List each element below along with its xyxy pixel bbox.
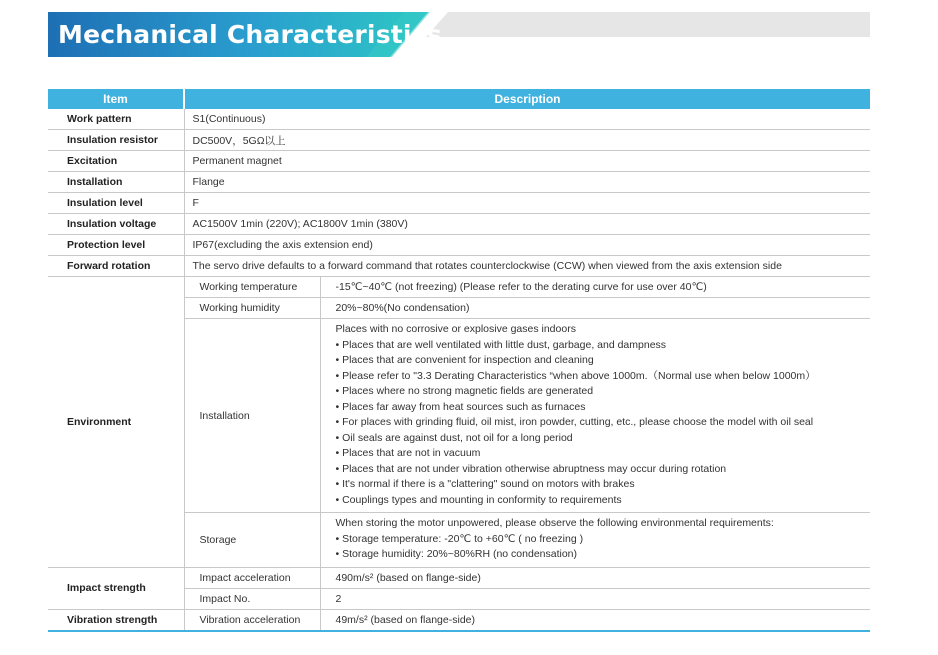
sub-label: Vibration acceleration <box>184 609 320 631</box>
sub-value: 490m/s² (based on flange-side) <box>320 567 870 588</box>
sub-label: Working temperature <box>184 277 320 298</box>
list-item: • Storage humidity: 20%~80%RH (no condensation) <box>335 548 578 560</box>
table-row <box>48 235 870 256</box>
sub-label: Impact acceleration <box>184 567 320 588</box>
row-label-impact-strength: Impact strength <box>48 567 184 609</box>
mechanical-characteristics-table <box>48 89 870 632</box>
list-item: • Places that are not in vacuum <box>335 447 481 459</box>
list-item: • Places far away from heat sources such as furnaces <box>335 400 586 413</box>
row-value: AC1500V 1min (220V); AC1800V 1min (380V) <box>184 214 870 235</box>
list-item: • Couplings types and mounting in conformity to requirements <box>335 493 622 506</box>
table-row <box>48 109 870 130</box>
sub-value: 20%~80%(No condensation) <box>320 298 870 319</box>
header-description: Description <box>184 89 870 109</box>
table-row <box>48 172 870 193</box>
table-row <box>48 256 870 277</box>
row-label: Forward rotation <box>48 256 184 277</box>
row-value: The servo drive defaults to a forward command that rotates counterclockwise (CCW) when viewed from the axis extension side <box>184 256 870 277</box>
list-item: • Places that are not under vibration otherwise abruptness may occur during rotation <box>335 462 727 475</box>
table-row <box>48 277 870 298</box>
list-item: • It's normal if there is a "clattering" sound on motors with brakes <box>335 478 635 490</box>
list-item: Places with no corrosive or explosive gases indoors <box>335 323 576 335</box>
row-label-environment: Environment <box>48 277 184 568</box>
row-label: Installation <box>48 172 184 193</box>
section-banner <box>48 12 870 57</box>
list-item: • Places where no strong magnetic fields are generated <box>335 385 594 397</box>
row-label: Protection level <box>48 235 184 256</box>
installation-requirements <box>320 319 870 513</box>
row-value: F <box>184 193 870 214</box>
sub-value: 49m/s² (based on flange-side) <box>320 609 870 631</box>
list-item: When storing the motor unpowered, please observe the following environmental requirements: <box>335 517 774 529</box>
row-label: Insulation resistor <box>48 130 184 151</box>
sub-value: -15℃~40℃ (not freezing) (Please refer to the derating curve for use over 40℃) <box>320 277 870 298</box>
row-label: Excitation <box>48 151 184 172</box>
row-value: S1(Continuous) <box>184 109 870 130</box>
table-row <box>48 214 870 235</box>
table-row <box>48 130 870 151</box>
row-value: IP67(excluding the axis extension end) <box>184 235 870 256</box>
list-item: • Please refer to "3.3 Derating Characteristics “when above 1000m.（Normal use when below 1000m） <box>335 369 816 382</box>
list-item: • Places that are well ventilated with little dust, garbage, and dampness <box>335 338 667 351</box>
table-row <box>48 193 870 214</box>
table-row <box>48 609 870 631</box>
row-value: DC500V，5GΩ以上 <box>184 130 870 151</box>
row-label-vibration-strength: Vibration strength <box>48 609 184 631</box>
table-header-row <box>48 89 870 109</box>
storage-requirements <box>320 513 870 568</box>
list-item: • For places with grinding fluid, oil mist, iron powder, cutting, etc., please choose the model with oil seal <box>335 416 814 428</box>
list-item: • Places that are convenient for inspection and cleaning <box>335 354 594 366</box>
row-value: Flange <box>184 172 870 193</box>
sub-label: Impact No. <box>184 588 320 609</box>
row-label: Insulation voltage <box>48 214 184 235</box>
list-item: • Storage temperature: -20℃ to +60℃ ( no freezing ) <box>335 532 584 545</box>
section-title: Mechanical Characteristics <box>58 20 442 49</box>
row-value: Permanent magnet <box>184 151 870 172</box>
table-row <box>48 151 870 172</box>
sub-label: Installation <box>184 319 320 513</box>
sub-label: Working humidity <box>184 298 320 319</box>
sub-value: 2 <box>320 588 870 609</box>
table-row <box>48 567 870 588</box>
header-item: Item <box>48 89 184 109</box>
list-item: • Oil seals are against dust, not oil for a long period <box>335 431 573 444</box>
sub-label: Storage <box>184 513 320 568</box>
row-label: Work pattern <box>48 109 184 130</box>
row-label: Insulation level <box>48 193 184 214</box>
